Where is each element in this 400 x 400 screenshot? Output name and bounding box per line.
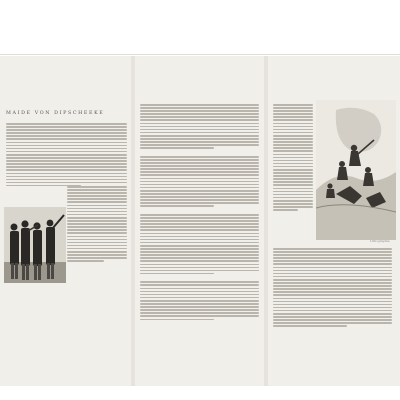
battle-illustration-image [316, 100, 396, 240]
article-heading: MAIDE VON DIPSCHEEKE [6, 111, 105, 116]
page-gutter [264, 56, 268, 386]
top-rule [0, 54, 400, 55]
right-text-top [273, 104, 313, 212]
left-text-top [6, 123, 127, 188]
middle-text-column [140, 104, 259, 322]
battle-illustration [316, 100, 396, 240]
right-photo-label: Lithographie [370, 239, 390, 243]
page-gutter [131, 56, 135, 386]
left-text-side [67, 186, 127, 263]
soldiers-photo-image [4, 207, 66, 283]
soldiers-photo [4, 207, 66, 283]
right-text-bottom [273, 248, 392, 328]
